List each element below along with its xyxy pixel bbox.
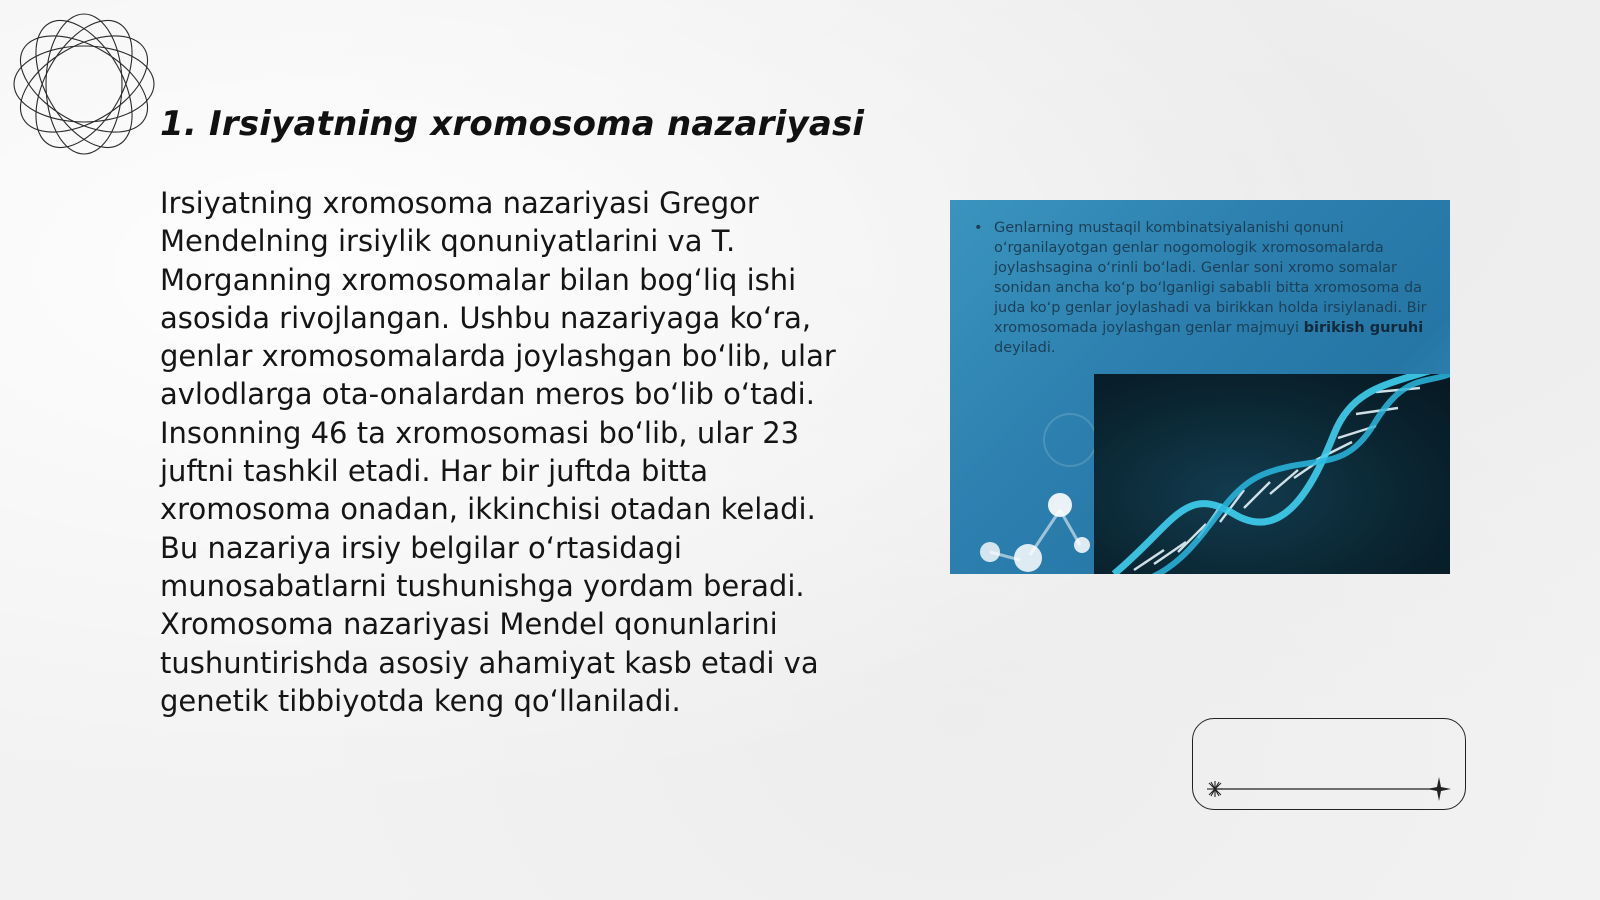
rosette-ornament-icon — [10, 10, 158, 158]
slide-body-text: Irsiyatning xromosoma nazariyasi Gregor Mendelning irsiylik qonuniyatlarini va T. Morganning xromosomalar bilan bog‘liq ishi asosida rivojlangan. Ushbu nazariyaga ko‘ra, genlar xromosomalarda joylashgan bo‘lib, ular avlodlarga ota-onalardan meros bo‘lib o‘tadi. Insonning 46 ta xromosomasi bo‘lib, ular 23 juftni tashkil etadi. Har bir juftda bitta xromosoma onadan, ikkinchisi otadan keladi. Bu nazariya irsiy belgilar o‘rtasidagi munosabatlarni tushunishga yordam beradi. Xromosoma nazariyasi Mendel qonunlarini tushuntirishda asosiy ahamiyat kasb etadi va genetik tibbiyotda keng qo‘llaniladi. — [160, 186, 836, 718]
dna-figure — [950, 200, 1450, 574]
slide-title: 1. Irsiyatning xromosoma nazariyasi — [160, 104, 865, 144]
sparkle-icon — [1427, 777, 1451, 801]
figure-text-main: Genlarning mustaqil kombinatsiyalanishi qonuni o‘rganilayotgan genlar nogomologik xromosomalarda joylashsagina o‘rinli bo‘ladi. Genlar soni xromo somalar sonidan ancha ko‘p bo‘lganligi sababli bitta xromosoma da juda ko‘p genlar joylashadi va birikkan holda irsiylanadi. Bir xromosomada joylashgan genlar majmuyi — [994, 220, 1427, 336]
figure-caption — [970, 218, 1450, 358]
starburst-icon — [1207, 781, 1223, 797]
dna-helix-icon — [1094, 374, 1450, 574]
figure-text-end: deyiladi. — [994, 340, 1056, 356]
frame-line — [1193, 719, 1465, 809]
bullet-icon: • — [974, 220, 983, 236]
figure-text-bold: birikish guruhi — [1303, 320, 1424, 336]
rounded-frame — [1192, 718, 1466, 810]
